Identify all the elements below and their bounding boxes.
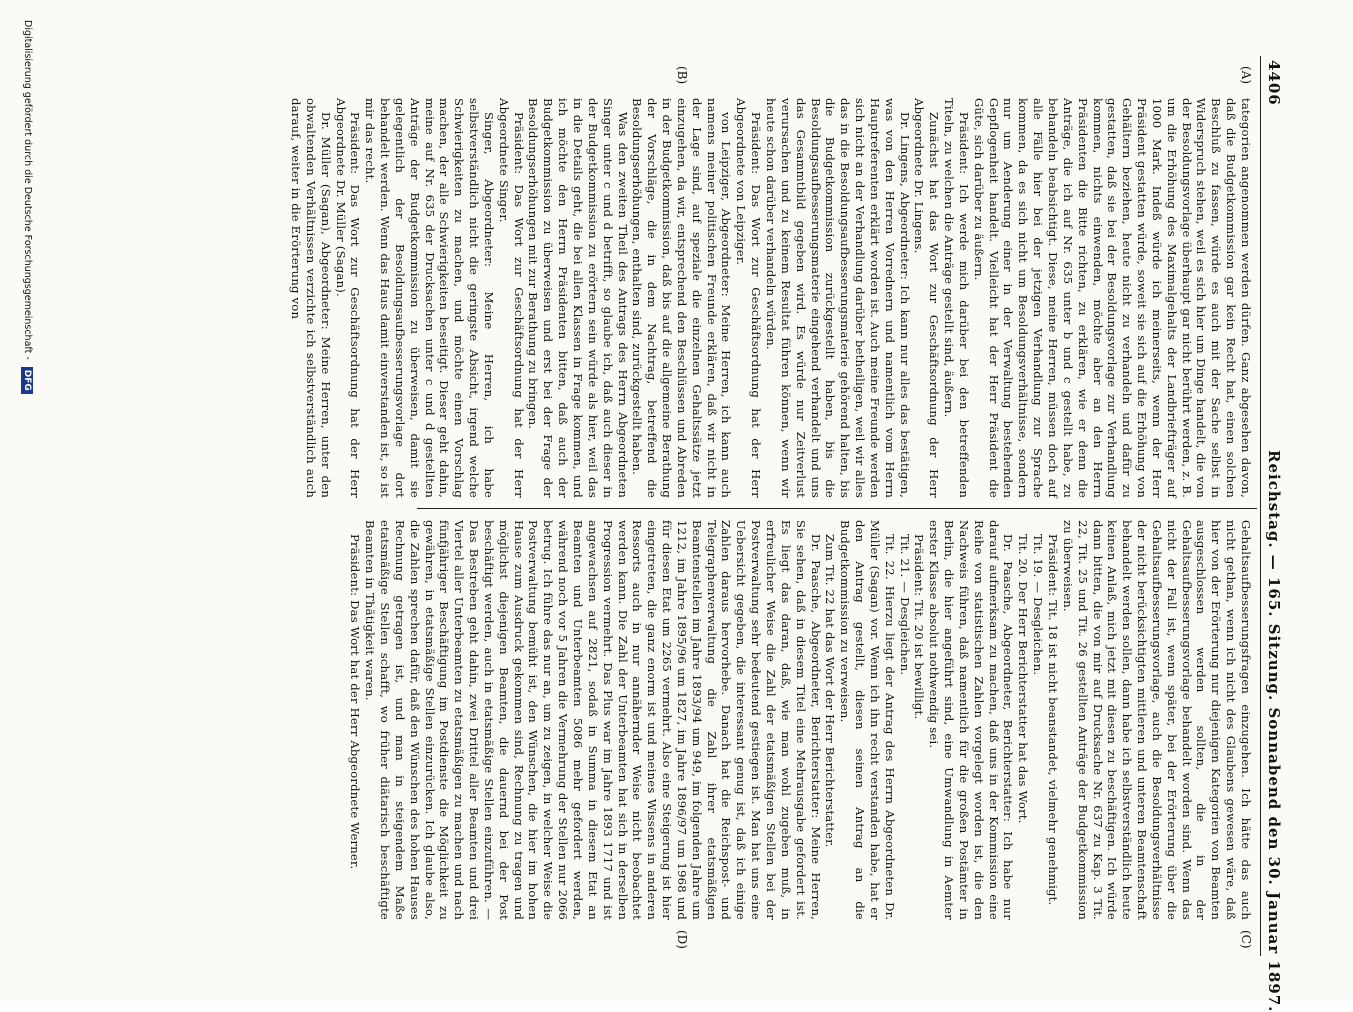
paragraph: tategorien angenommen werden dürfen. Ganz abgesehen davon, daß die Budgetkommission gar kein Recht hat, einen solchen Beschluß zu fassen, würde es auch mit der Sache selbst in Widerspruch stehen, weil es sich hier um Dinge handelt, die von der Besoldungsvorlage überhaupt gar nicht berührt werden, z. B. um die Erhöhung des Maximalgehalts der Landbriefträger auf 1000 Mark. Indeß würde ich meinerseits, wenn der Herr Präsident gestatten würde, soweit sie sich auf die Erhöhung von Gehältern beziehen, heute nicht zu verhandeln und dafür zu gestatten, daß sie bei der Besoldungsvorlage zur Verhandlung kommen, nichts einwenden, möchte aber an den Herrn Präsidenten die Bitte richten, zu erklären, wie er denn die Anträge, die ich auf Nr. 635 unter b und c gestellt habe, zu behandeln beabsichtigt. Diese, meine Herren, müssen doch auf alle Fälle hier bei der jetzigen Verhandlung zur Sprache kommen, da es sich nicht um Besoldungsverhältnisse, sondern nur um Aenderung einer in der Verwaltung bestehenden Gepflogenheit handelt. Vielleicht hat der Herr Präsident die Güte, sich darüber zu äußern.	[971, 98, 1253, 498]
paragraph: Dr. Paasche, Abgeordneter, Berichterstatter: Ich habe nur darauf aufmerksam zu machen, daß uns in der Kommission eine Reihe von statistischen Zahlen vorgelegt worden ist, die den Nachweis führen, daß namentlich für die großen Postämter in Berlin, die hier angeführt sind, eine Umwandlung in Aemter erster Klasse absolut nothwendig sei.	[927, 520, 1016, 920]
paragraph: Zunächst hat das Wort zur Geschäftsordnung der Herr Abgeordnete Dr. Lingens.	[912, 98, 942, 498]
column-divider	[417, 508, 1257, 509]
paragraph: Präsident: Das Wort zur Geschäftsordnung hat der Herr Abgeordnete von Leipziger.	[734, 98, 764, 498]
text-column-left	[289, 98, 1253, 498]
margin-marker-c: (C)	[1239, 930, 1253, 949]
running-head: Reichstag. — 165. Sitzung. Sonnabend den 30. Januar 1897.	[1265, 450, 1283, 1012]
margin-marker-d: (D)	[675, 930, 689, 949]
header-rule	[1260, 56, 1261, 956]
digitization-credit	[21, 20, 33, 394]
paragraph: von Leipziger, Abgeordneter: Meine Herren, ich kann auch namens meiner politischen Freunde erklären, daß wir nicht in der Lage sind, auf speziale die einzelnen Gehaltssätze jetzt einzugehen, da wir, entsprechend den Beschlüssen und Abreden in der Budgetkommission, daß bis auf die allgemeine Berathung der Vorschläge, die in dem Nachtrag, betreffend die Besoldungserhöhungen, enthalten sind, zurückgestellt haben.	[630, 98, 734, 498]
margin-marker-a: (A)	[1239, 66, 1253, 85]
paragraph: Präsident: Das Wort hat der Herr Abgeordnete Werner.	[348, 534, 363, 870]
paragraph: Präsident: Das Wort zur Geschäftsordnung hat der Herr Abgeordnete Dr. Müller (Sagan).	[333, 98, 363, 498]
paragraph: Tit. 19. — Desgleichen.	[1031, 534, 1046, 676]
paragraph: Präsident: Tit. 20 ist bewilligt.	[912, 534, 927, 720]
dfg-logo: DFG	[21, 367, 33, 394]
paragraph: Präsident: Ich werde mich darüber bei den betreffenden Titeln, zu welchen die Anträge gestellt sind, äußern.	[942, 98, 971, 498]
paragraph: Dr. Lingens, Abgeordneter: Ich kann nur alles das bestätigen, was von den Herren Vorrednern und namentlich vom Herrn Hauptreferenten erklärt worden ist. Auch meine Freunde werden sich nicht an der Verhandlung darüber betheiligen, weil wir alles das in die Besoldungsaufbesserungsmaterie gehörend halten, bis die Budgetkommission zurückgestellt haben, bis die Besoldungsaufbesserungsmaterie eingehend verhandelt und uns das Gesammtbild gegeben wird. Es würde nur Zeitverlust verursachen und zu keinem Resultat führen können, wenn wir heute schon darüber verhandeln würden.	[764, 98, 912, 498]
margin-marker-b: (B)	[675, 66, 689, 85]
paragraph: Präsident: Das Wort zur Geschäftsordnung hat der Herr Abgeordnete Singer.	[496, 98, 526, 498]
paragraph: Dr. Müller (Sagan), Abgeordneter: Meine Herren, unter den obwaltenden Verhältnissen verzichte ich selbstverständlich auch darauf, weiter in die Erörterung von	[289, 98, 333, 498]
paragraph: Tit. 20. Der Herr Berichterstatter hat das Wort.	[1016, 534, 1031, 824]
paragraph: Dr. Paasche, Abgeordneter, Berichterstatter: Meine Herren, Sie sehen, daß in diesem Titel eine Mehrausgabe gefordert ist. Es liegt das daran, daß, wie man wohl zugeben muß, in erfreulicher Weise die Zahl der etatsmäßigen Stellen bei der Postverwaltung sehr bedeutend gestiegen ist. Man hat uns eine Uebersicht gegeben, die interessant genug ist, daß ich einige Zahlen daraus hervorhebe. Danach hat die Reichspost- und Telegraphenverwaltung die Zahl ihrer etatsmäßigen Beamtenstellen im Jahre 1893/94 um 949, im folgenden Jahre um 1212, im Jahre 1895/96 um 1827, im Jahre 1896/97 um 1968 und für diesen Etat um 2265 vermehrt. Also eine Steigerung ist hier eingetreten, die ganz enorm ist und meines Wissens in anderen Ressorts auch in nur annähernder Weise nicht beobachtet werden kann. Die Zahl der Unterbeamten hat sich in derselben Progression vermehrt. Das Plus war im Jahre 1893 1717 und ist angewachsen auf 2821, sodaß in Summa in diesem Etat an Beamten und Unterbeamten 5086 mehr gefordert werden, während noch vor 5 Jahren die Vermehrung der Stellen nur 2066 betrug. Ich führe das nur an, um zu zeigen, in welcher Weise die Postverwaltung bemüht ist, den Wünschen, die hier im hohen Hause zum Ausdruck gekommen sind, Rechnung zu tragen und möglichst diejenigen Beamten, die dauernd bei der Post beschäftigt werden, auch in etatsmäßige Stellen einzuführen. — Das Bestreben geht dahin, zwei Drittel aller Beamten und drei Viertel aller Unterbeamten zu etatsmäßigen zu machen und nach fünfjähriger Beschäftigung im Postdienste die Möglichkeit zu gewähren, in etatsmäßige Stellen einzurücken. Ich glaube also, die Zahlen sprechen dafür, daß den Wünschen des hohen Hauses Rechnung getragen ist, und man in steigendem Maße etatsmäßige Stellen schafft, wo früher diätarisch beschäftigte Beamten in Thätigkeit waren.	[363, 520, 823, 920]
text-column-right	[348, 520, 1253, 920]
paragraph: Tit. 21. — Desgleichen.	[897, 534, 912, 676]
paragraph: Tit. 22. Hierzu liegt der Antrag des Herrn Abgeordneten Dr. Müller (Sagan) vor. Wenn ich ihn recht verstanden habe, hat er den Antrag gestellt, diesen seinen Antrag an die Budgetkommission zu verweisen.	[838, 520, 897, 920]
paragraph: Was den zweiten Theil des Antrags des Herrn Abgeordneten Singer unter c und d betrifft, so glaube ich, daß auch dieser in der Budgetkommission zu erörtern sein würde als hier, weil das in die Details geht, die bei allen Klassen in Frage kommen, und ich möchte den Herrn Präsidenten bitten, daß auch der Budgetkommission zu überweisen und erst bei der Frage der Besoldungserhöhungen mit zur Berathung zu bringen.	[526, 98, 630, 498]
paragraph: Zum Tit. 22 hat das Wort der Herr Berichterstatter.	[823, 534, 838, 848]
paragraph: Singer, Abgeordneter: Meine Herren, ich habe selbstverständlich nicht die geringste Absicht, irgend welche Schwierigkeiten zu machen, und möchte einen Vorschlag machen, der alle Schwierigkeiten beseitigt. Dieser geht dahin, meine auf Nr. 635 der Drucksachen unter c und d gestellten Anträge der Budgetkommission zu überweisen, damit sie gelegentlich der Besoldungsaufbesserungsvorlage dort behandelt werden. Wenn das Haus damit einverstanden ist, so ist mir das recht.	[363, 98, 496, 498]
paragraph: Gehaltsaufbesserungsfragen einzugehen. Ich hätte das auch nicht gethan, wenn ich nicht des Glaubens gewesen wäre, daß hier von der Erörterung nur diejenigen Kategorien von Beamten ausgeschlossen werden sollten, die in der Gehaltsaufbesserungsvorlage behandelt worden sind. Wenn das nicht der Fall ist, wenn später, bei der Erörterung über die Gehaltsaufbesserungsvorlage, auch die Besoldungsverhältnisse der nicht berücksichtigten mittleren und unteren Beamtenschaft behandelt werden sollen, dann habe ich selbstverständlich heute keinen Anlaß, mich jetzt mit diesen zu beschäftigen. Ich würde dann bitten, die von mir auf Drucksache Nr. 637 zu Kap. 3 Tit. 22, Tit. 25 und Tit. 26 gestellten Anträge der Budgetkommission zu überweisen.	[1060, 520, 1253, 920]
paragraph: Präsident: Tit. 18 ist nicht beanstandet, vielmehr genehmigt.	[1046, 534, 1061, 906]
credit-text: Digitalisierung gefördert durch die Deutsche Forschungsgemeinschaft -	[22, 20, 33, 360]
page-number: 4406	[1265, 60, 1283, 106]
